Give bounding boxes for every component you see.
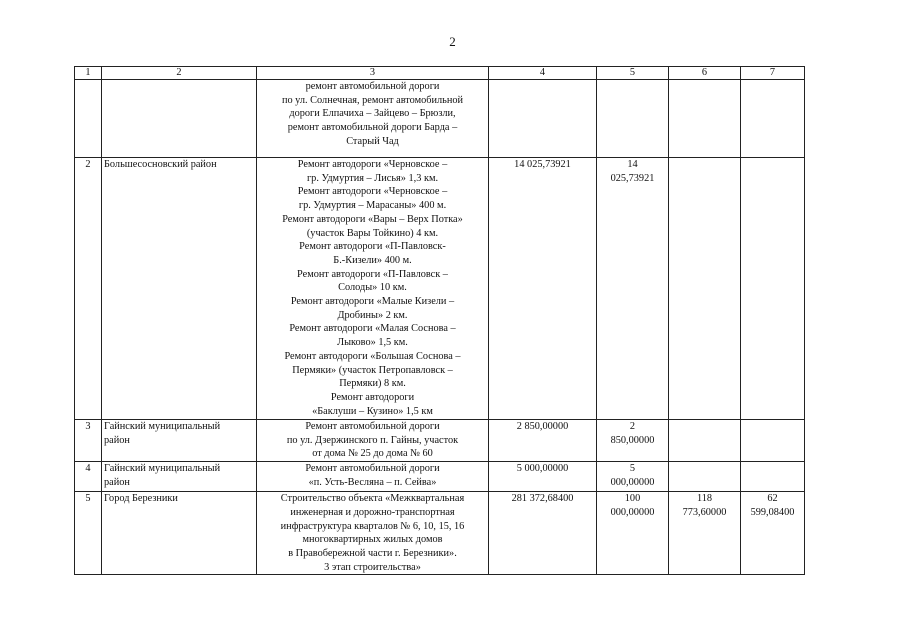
row-number [75, 80, 102, 158]
amount-col-6 [669, 420, 741, 462]
project-description [257, 80, 489, 158]
table-row [75, 80, 805, 158]
district-name-line: Гайнский муниципальный [104, 421, 221, 432]
amount-col-7 [741, 80, 805, 158]
district-name-line: Город Березники [104, 493, 178, 505]
project-description-line: ремонт автомобильной дороги Барда – [287, 122, 458, 134]
amount-col-5-line: 2 [629, 421, 636, 432]
header-cell: 3 [257, 67, 489, 80]
page-number: 2 [449, 34, 456, 49]
project-description [257, 158, 489, 420]
budget-table [74, 66, 805, 575]
district-name [102, 492, 257, 575]
header-cell: 7 [741, 67, 805, 80]
project-description-line: многоквартирных жилых домов [302, 534, 443, 546]
project-description-line: Ремонт автодороги [330, 391, 415, 403]
project-description [257, 492, 489, 575]
project-description-line: дороги Елпачиха – Зайцево – Брюзли, [289, 108, 456, 120]
project-description-line: инженерная и дорожно-транспортная [290, 506, 455, 518]
table-row [75, 492, 805, 575]
row-number: 5 [75, 492, 102, 575]
row-number: 2 [75, 158, 102, 420]
header-cell: 6 [669, 67, 741, 80]
project-description-line: в Правобережной части г. Березники». [288, 547, 457, 559]
amount-col-6-line: 773,60000 [682, 506, 727, 518]
table-row [75, 420, 805, 462]
amount-col-5-line: 100 [624, 493, 641, 505]
project-description-line: Старый Чад [346, 135, 399, 147]
amount-col-7-line: 599,08400 [750, 506, 795, 518]
project-description [257, 420, 489, 462]
amount-col-4 [489, 80, 597, 158]
amount-col-7 [741, 420, 805, 462]
project-description-line: гр. Удмуртия – Марасаны» 400 м. [298, 200, 447, 212]
amount-col-6 [669, 492, 741, 575]
header-cell: 1 [75, 67, 102, 80]
amount-col-7 [741, 492, 805, 575]
project-description-line: «Баклуши – Кузино» 1,5 км [312, 405, 433, 417]
amount-col-4 [489, 492, 597, 575]
project-description-line: Ремонт автомобильной дороги [305, 463, 440, 475]
amount-col-5-line: 000,00000 [610, 506, 655, 518]
district-name-line: район [104, 434, 130, 446]
amount-col-4 [489, 158, 597, 420]
project-description [257, 462, 489, 492]
amount-col-6 [669, 462, 741, 492]
project-description-line: Ремонт автодороги «П-Павловск- [299, 241, 446, 253]
amount-col-5-line: 5 [629, 463, 636, 475]
project-description-line: 3 этап строительства» [324, 561, 421, 573]
district-name [102, 80, 257, 158]
amount-col-5-line: 000,00000 [610, 476, 655, 488]
project-description-line: Б.-Кизели» 400 м. [333, 254, 412, 266]
amount-col-7 [741, 462, 805, 492]
district-name [102, 420, 257, 462]
district-name [102, 158, 257, 420]
amount-col-4-line: 14 025,73921 [514, 159, 571, 170]
amount-col-4 [489, 420, 597, 462]
header-cell: 5 [597, 67, 669, 80]
project-description-line: Лыково» 1,5 км. [337, 337, 408, 349]
project-description-line: (участок Вары Тойкино) 4 км. [306, 227, 439, 239]
amount-col-6 [669, 80, 741, 158]
project-description-line: Ремонт автодороги «Большая Соснова – [284, 350, 461, 362]
district-name-line: район [104, 476, 130, 488]
project-description-line: Ремонт автодороги «Вары – Верх Потка» [282, 213, 463, 225]
row-number: 4 [75, 462, 102, 492]
amount-col-5 [597, 420, 669, 462]
header-cell: 4 [489, 67, 597, 80]
amount-col-4-line: 5 000,00000 [516, 463, 569, 475]
table-row [75, 158, 805, 420]
amount-col-5 [597, 80, 669, 158]
amount-col-5-line: 850,00000 [610, 434, 655, 446]
project-description-line: Ремонт автодороги «Малые Кизели – [290, 296, 455, 308]
amount-col-6 [669, 158, 741, 420]
amount-col-7-line: 62 [767, 493, 778, 505]
project-description-line: Строительство объекта «Межквартальная [280, 493, 465, 505]
district-name-line: Большесосновский район [104, 159, 217, 170]
header-row [75, 67, 805, 80]
project-description-line: гр. Удмуртия – Лисья» 1,3 км. [306, 172, 439, 184]
project-description-line: Дробины» 2 км. [337, 309, 408, 321]
amount-col-5-line: 14 [627, 159, 638, 170]
project-description-line: Ремонт автомобильной дороги [305, 421, 440, 432]
amount-col-4-line: 281 372,68400 [511, 493, 574, 505]
project-description-line: Ремонт автодороги «Черновское – [297, 159, 448, 170]
project-description-line: Ремонт автодороги «П-Павловск – [297, 268, 448, 280]
project-description-line: Пермяки» (участок Петропавловск – [292, 364, 453, 376]
project-description-line: Пермяки) 8 км. [339, 378, 406, 390]
project-description-line: Солоды» 10 км. [338, 282, 407, 294]
amount-col-5 [597, 462, 669, 492]
project-description-line: от дома № 25 до дома № 60 [312, 448, 433, 460]
district-name-line: Гайнский муниципальный [104, 463, 221, 475]
amount-col-4-line: 2 850,00000 [516, 421, 569, 432]
project-description-line: Ремонт автодороги «Малая Соснова – [289, 323, 456, 335]
project-description-line: инфраструктура кварталов № 6, 10, 15, 16 [280, 520, 465, 532]
district-name [102, 462, 257, 492]
project-description-line: «п. Усть-Весляна – п. Сейва» [308, 476, 437, 488]
amount-col-7 [741, 158, 805, 420]
amount-col-5-line: 025,73921 [610, 172, 655, 184]
table-row [75, 462, 805, 492]
row-number: 3 [75, 420, 102, 462]
header-cell: 2 [102, 67, 257, 80]
amount-col-4 [489, 462, 597, 492]
amount-col-5 [597, 158, 669, 420]
project-description-line: Ремонт автодороги «Черновское – [297, 186, 448, 198]
amount-col-6-line: 118 [696, 493, 713, 505]
project-description-line: по ул. Дзержинского п. Гайны, участок [286, 434, 459, 446]
project-description-line: ремонт автомобильной дороги [305, 81, 440, 92]
amount-col-5 [597, 492, 669, 575]
project-description-line: по ул. Солнечная, ремонт автомобильной [281, 94, 464, 106]
